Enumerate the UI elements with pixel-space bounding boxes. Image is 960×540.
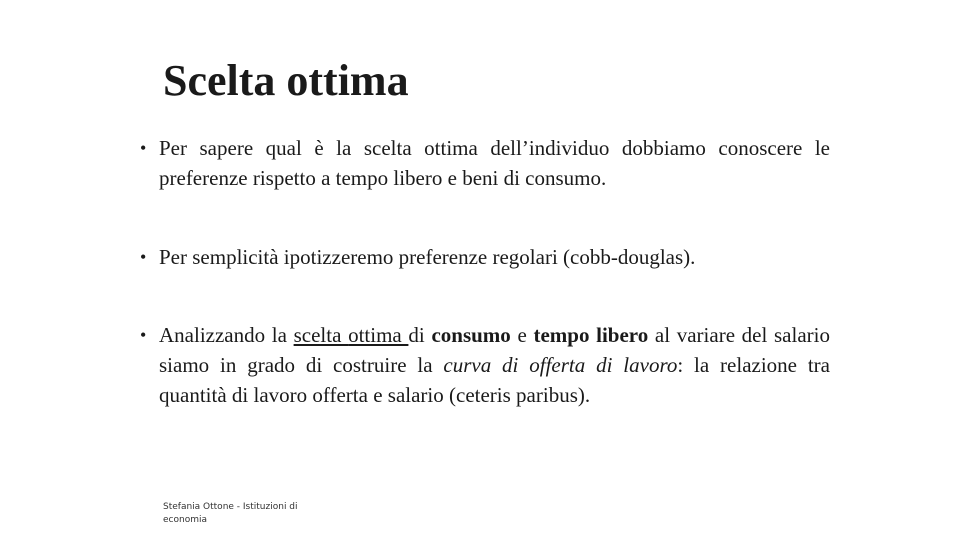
slide-footer: Stefania Ottone - Istituzioni di economia [163, 502, 298, 525]
bold-term-tempo-libero: tempo libero [533, 323, 649, 347]
bullet-item-cobb-douglas [140, 242, 830, 272]
slide-title: Scelta ottima [163, 56, 409, 105]
bullet-text: Per semplicità ipotizzeremo preferenze regolari (cobb-douglas). [159, 245, 696, 269]
bullet-text-part: al variare del salario siamo in grado di costruire la [159, 323, 830, 377]
bold-term-consumo: consumo [431, 323, 511, 347]
bullet-item-preferences [140, 133, 830, 193]
underlined-term-scelta: scelta [293, 323, 349, 347]
bullet-icon: • [140, 247, 147, 267]
italic-term-curva-offerta: curva di offerta di lavoro [443, 353, 678, 377]
bullet-text-part: Analizzando la [159, 323, 294, 347]
bullet-text-part: di [408, 323, 432, 347]
bullet-text-part: : la relazione tra quantità di lavoro offerta e salario (ceteris paribus). [159, 353, 830, 407]
bullet-list [140, 133, 830, 410]
bullet-text: Per sapere qual è la scelta ottima dell’individuo dobbiamo conoscere le preferenze rispetto a tempo libero e beni di consumo. [159, 136, 830, 190]
bullet-item-labor-supply [140, 320, 830, 410]
bullet-text-part: e [510, 323, 534, 347]
underlined-term-ottima: ottima [348, 323, 409, 347]
bullet-icon: • [140, 325, 147, 345]
bullet-icon: • [140, 138, 147, 158]
